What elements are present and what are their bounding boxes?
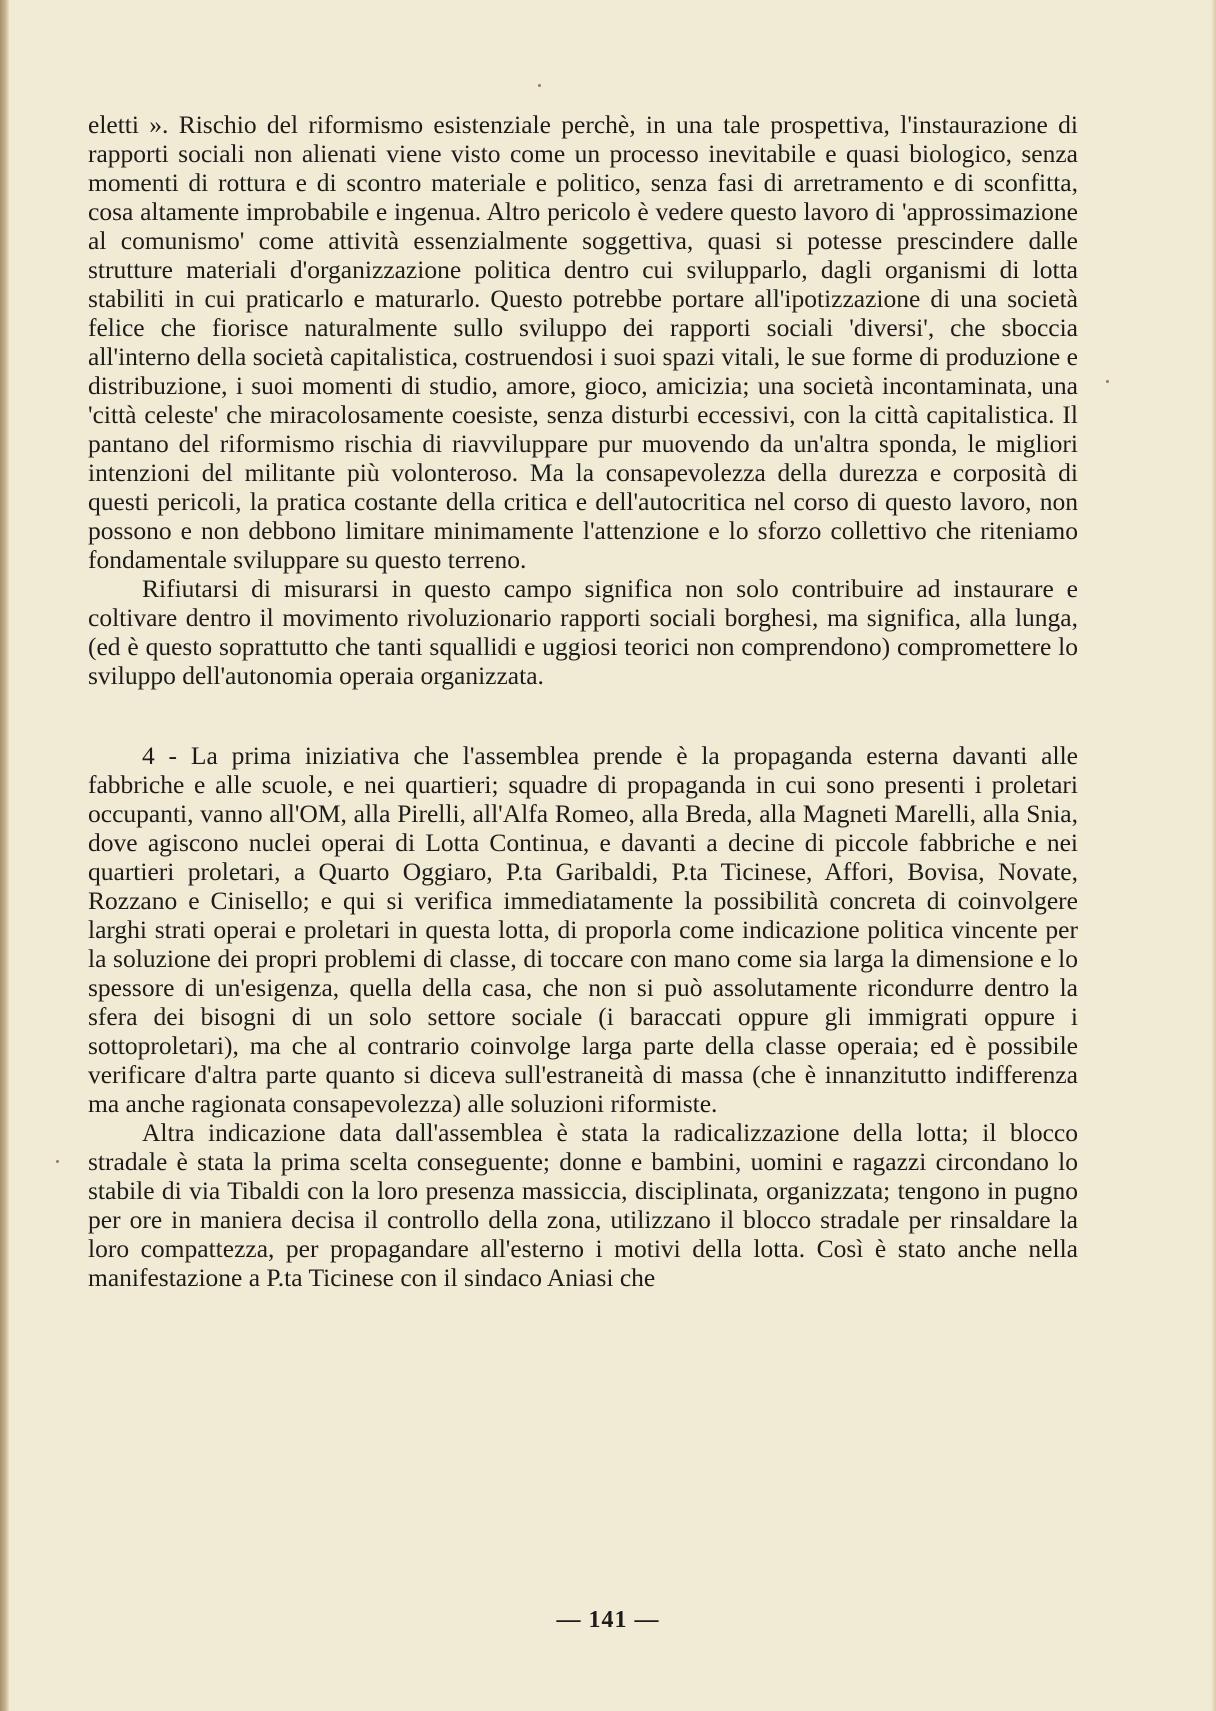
page-right-edge — [1211, 0, 1216, 1711]
paragraph-2: Rifiutarsi di misurarsi in questo campo significa non solo contribuire ad instaurare e coltivare dentro il movimento rivoluzionario rapporti sociali borghesi, ma significa, alla lunga, (ed è questo soprattutto che tanti squallidi e uggiosi teorici non comprendono) compromettere lo sviluppo dell'autonomia operaia organizzata. — [88, 574, 1078, 690]
paragraph-3: 4 - La prima iniziativa che l'assemblea prende è la propaganda esterna davanti alle fabbriche e alle scuole, e nei quartieri; squadre di propaganda in cui sono presenti i proletari occupanti, vanno all'OM, alla Pirelli, all'Alfa Romeo, alla Breda, alla Magneti Marelli, alla Snia, dove agiscono nuclei operai di Lotta Continua, e davanti a decine di piccole fabbriche e nei quartieri proletari, a Quarto Oggiaro, P.ta Garibaldi, P.ta Ticinese, Affori, Bovisa, Novate, Rozzano e Cinisello; e qui si verifica immediatamente la possibilità concreta di coinvolgere larghi strati operai e proletari in questa lotta, di proporla come indicazione politica vincente per la soluzione dei propri problemi di classe, di toccare con mano come sia larga la dimensione e lo spessore di un'esigenza, quella della casa, che non si può assolutamente ricondurre dentro la sfera dei bisogni di un solo settore sociale (i baraccati oppure gli immigrati oppure i sottoproletari), ma che al contrario coinvolge larga parte della classe operaia; ed è possibile verificare d'altra parte quanto si diceva sull'estraneità di massa (che è innanzitutto indifferenza ma anche ragionata consapevolezza) alle soluzioni riformiste. — [88, 741, 1078, 1118]
page-number: — 141 — — [556, 1607, 660, 1633]
section-spacer — [88, 690, 1078, 741]
body-text — [88, 110, 1078, 1292]
paper-speck — [538, 84, 541, 87]
paper-speck — [56, 1160, 59, 1163]
page-binding-edge — [0, 0, 9, 1711]
paragraph-4: Altra indicazione data dall'assemblea è stata la radicalizzazione della lotta; il blocco stradale è stata la prima scelta conseguente; donne e bambini, uomini e ragazzi circondano lo stabile di via Tibaldi con la loro presenza massiccia, disciplinata, organizzata; tengono in pugno per ore in maniera decisa il controllo della zona, utilizzano il blocco stradale per rinsaldare la loro compattezza, per propagandare all'esterno i motivi della lotta. Così è stato anche nella manifestazione a P.ta Ticinese con il sindaco Aniasi che — [88, 1118, 1078, 1292]
paper-speck — [1106, 380, 1109, 383]
paragraph-1: eletti ». Rischio del riformismo esistenziale perchè, in una tale prospettiva, l'instaurazione di rapporti sociali non alienati viene visto come un processo inevitabile e quasi biologico, senza momenti di rottura e di scontro materiale e politico, senza fasi di arretramento e di sconfitta, cosa altamente improbabile e ingenua. Altro pericolo è vedere questo lavoro di 'approssimazione al comunismo' come attività essenzialmente soggettiva, quasi si potesse prescindere dalle strutture materiali d'organizzazione politica dentro cui svilupparlo, dagli organismi di lotta stabiliti in cui praticarlo e maturarlo. Questo potrebbe portare all'ipotizzazione di una società felice che fiorisce naturalmente sullo sviluppo dei rapporti sociali 'diversi', che sboccia all'interno della società capitalistica, costruendosi i suoi spazi vitali, le sue forme di produzione e distribuzione, i suoi momenti di studio, amore, gioco, amicizia; una società incontaminata, una 'città celeste' che miracolosamente coesiste, senza disturbi eccessivi, con la città capitalistica. Il pantano del riformismo rischia di riavvilupparе pur muovendo da un'altra sponda, le migliori intenzioni del militante più volonteroso. Ma la consapevolezza della durezza e corposità di questi pericoli, la pratica costante della critica e dell'autocritica nel corso di questo lavoro, non possono e non debbono limitare minimamente l'attenzione e lo sforzo collettivo che riteniamo fondamentale sviluppare su questo terreno. — [88, 110, 1078, 574]
